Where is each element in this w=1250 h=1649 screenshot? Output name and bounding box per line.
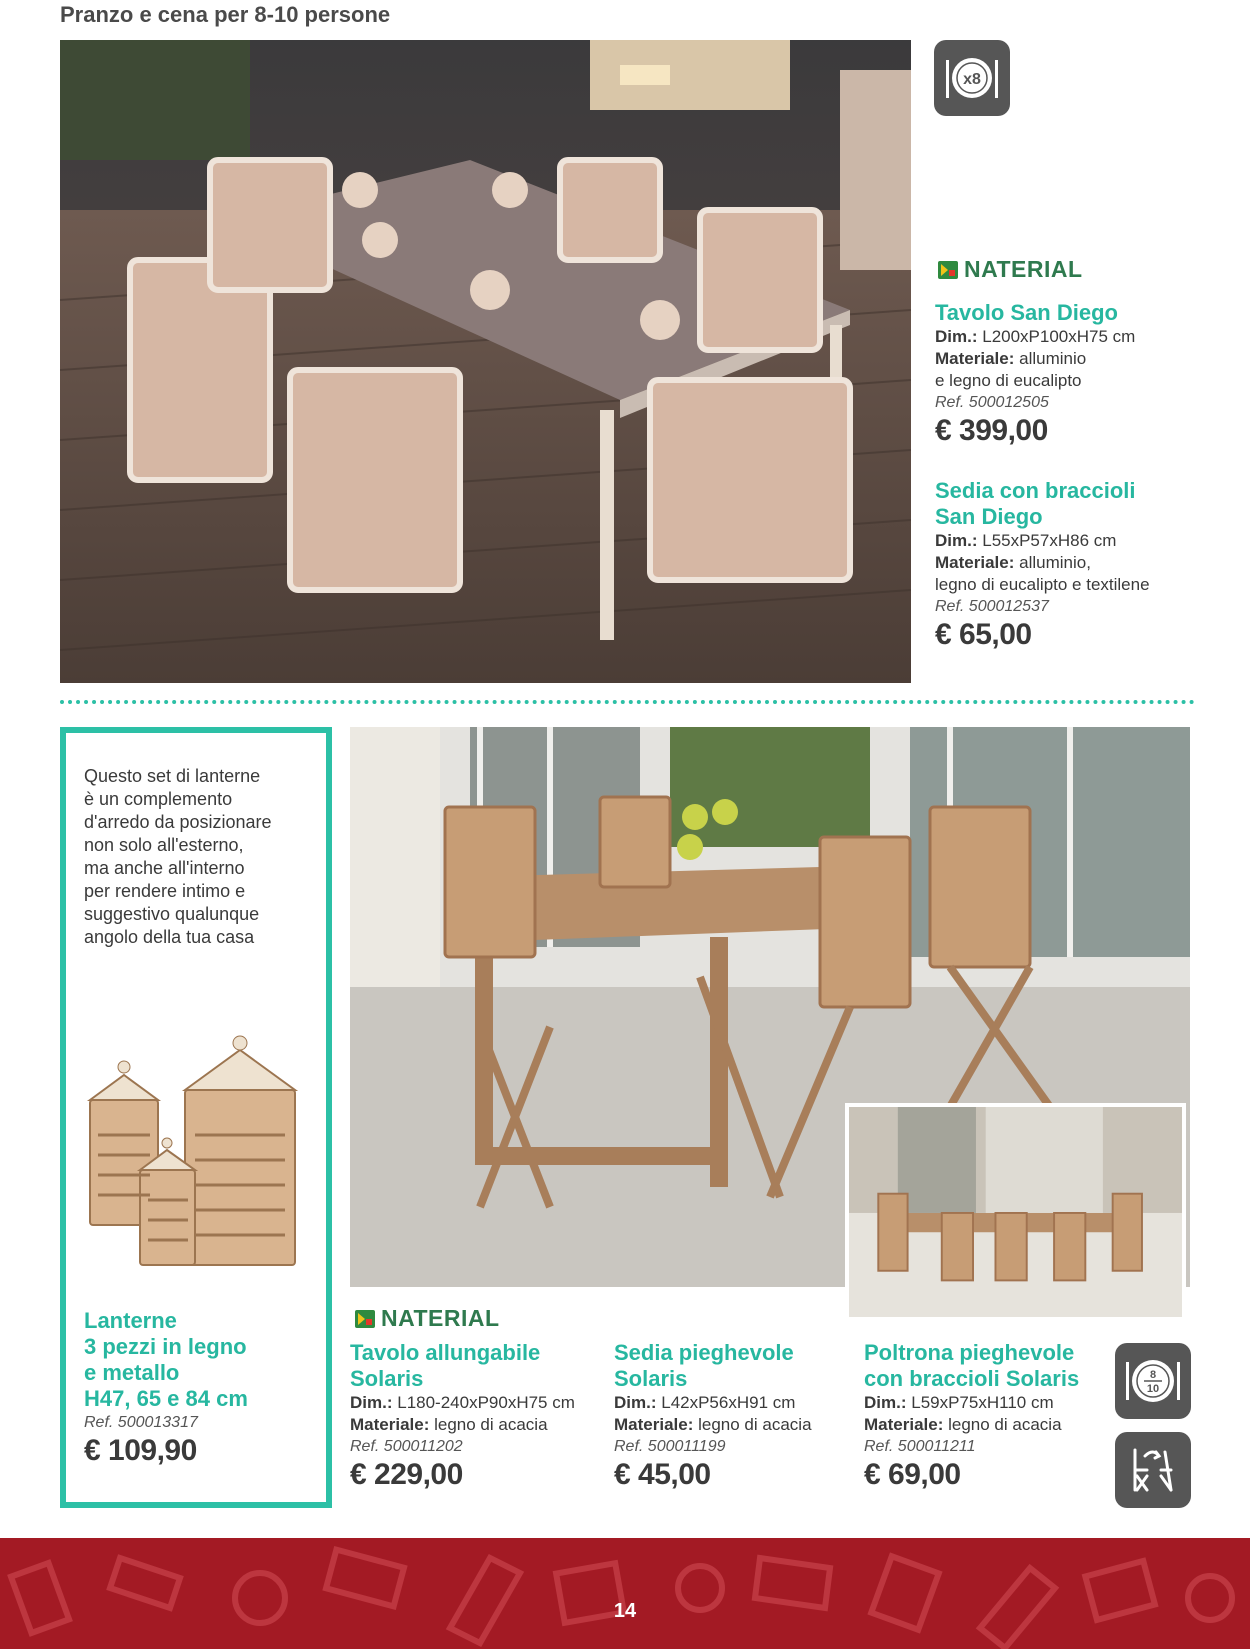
product-lanterne: [84, 1308, 324, 1469]
brand-name: NATERIAL: [381, 1305, 500, 1331]
product-ref: Ref. 500012505: [935, 394, 1049, 411]
product-material: Materiale: legno di acacia: [350, 1415, 548, 1434]
product-name-line4: H47, 65 e 84 cm: [84, 1386, 248, 1411]
product-ref: Ref. 500013317: [84, 1414, 198, 1431]
product-dimensions: Dim.: L180-240xP90xH75 cm: [350, 1393, 575, 1412]
product-name-line2: con braccioli Solaris: [864, 1366, 1080, 1391]
capacity-8-10-icon: [1115, 1343, 1191, 1419]
product-ref: Ref. 500012537: [935, 598, 1049, 615]
capacity-top-label: 8: [1149, 1369, 1157, 1381]
product-sedia-san-diego: [935, 478, 1240, 653]
product-material: Materiale: alluminio: [935, 349, 1087, 368]
product-dimensions: Dim.: L42xP56xH91 cm: [614, 1393, 796, 1412]
product-price: € 65,00: [935, 618, 1032, 651]
capacity-8-label: x8: [963, 71, 981, 88]
product-ref: Ref. 500011211: [864, 1438, 976, 1455]
product-name-line2: San Diego: [935, 504, 1043, 529]
product-material: Materiale: legno di acacia: [614, 1415, 812, 1434]
folding-chair-glyph: [1125, 1442, 1181, 1498]
naterial-brand-bottom: [355, 1305, 500, 1332]
product-name-line2: Solaris: [614, 1366, 688, 1391]
product-poltrona-solaris: [864, 1340, 1104, 1493]
product-dimensions: Dim.: L200xP100xH75 cm: [935, 327, 1136, 346]
product-price: € 45,00: [614, 1458, 711, 1491]
product-dimensions: Dim.: L59xP75xH110 cm: [864, 1393, 1054, 1412]
product-tavolo-san-diego: [935, 300, 1235, 449]
product-material: Materiale: legno di acacia: [864, 1415, 1062, 1434]
product-name-line2: 3 pezzi in legno: [84, 1334, 247, 1359]
product-sedia-solaris: [614, 1340, 854, 1493]
san-diego-photo: [60, 40, 911, 683]
brand-name: NATERIAL: [964, 256, 1083, 282]
naterial-brand-top: [938, 256, 1083, 283]
cutlery-plate-icon: [942, 52, 1002, 104]
page-number: 14: [613, 1600, 637, 1622]
folding-chair-icon: [1115, 1432, 1191, 1508]
footer-tools-pattern: [0, 1538, 1250, 1649]
product-name: Sedia con braccioli: [935, 478, 1136, 503]
product-material: Materiale: alluminio,: [935, 553, 1091, 572]
product-material-line2: legno di eucalipto e textilene: [935, 575, 1150, 594]
solaris-inset-illustration: [849, 1107, 1182, 1317]
product-name: Sedia pieghevole: [614, 1340, 794, 1365]
product-name-line2: Solaris: [350, 1366, 424, 1391]
capacity-8-icon: [934, 40, 1010, 116]
capacity-bottom-label: 10: [1146, 1383, 1160, 1395]
naterial-logo-icon: [938, 261, 958, 279]
lanterns-photo: [80, 1025, 310, 1275]
san-diego-photo-illustration: [60, 40, 911, 683]
product-name-line3: e metallo: [84, 1360, 180, 1385]
product-material-line2: e legno di eucalipto: [935, 371, 1082, 390]
product-ref: Ref. 500011202: [350, 1438, 463, 1455]
product-name: Tavolo allungabile: [350, 1340, 541, 1365]
naterial-logo-icon: [355, 1310, 375, 1328]
product-name: Tavolo San Diego: [935, 300, 1118, 325]
cutlery-plate-icon: [1122, 1353, 1184, 1409]
lanterns-description: Questo set di lanterne è un complemento d'arredo da posizionare non solo all'esterno, ma anche all'interno per rendere intimo e suggestivo qualunque angolo della tua casa: [84, 766, 272, 947]
product-price: € 109,90: [84, 1434, 197, 1467]
footer-band: [0, 1538, 1250, 1649]
product-name: Poltrona pieghevole: [864, 1340, 1075, 1365]
product-price: € 399,00: [935, 414, 1048, 447]
product-dimensions: Dim.: L55xP57xH86 cm: [935, 531, 1117, 550]
product-ref: Ref. 500011199: [614, 1438, 726, 1455]
product-tavolo-solaris: [350, 1340, 610, 1493]
section-divider: [60, 700, 1195, 704]
product-name: Lanterne: [84, 1308, 177, 1333]
product-price: € 69,00: [864, 1458, 961, 1491]
product-price: € 229,00: [350, 1458, 463, 1491]
page-title: Pranzo e cena per 8-10 persone: [60, 2, 391, 27]
lanterns-illustration: [80, 1025, 310, 1275]
solaris-inset-photo: [845, 1103, 1186, 1321]
